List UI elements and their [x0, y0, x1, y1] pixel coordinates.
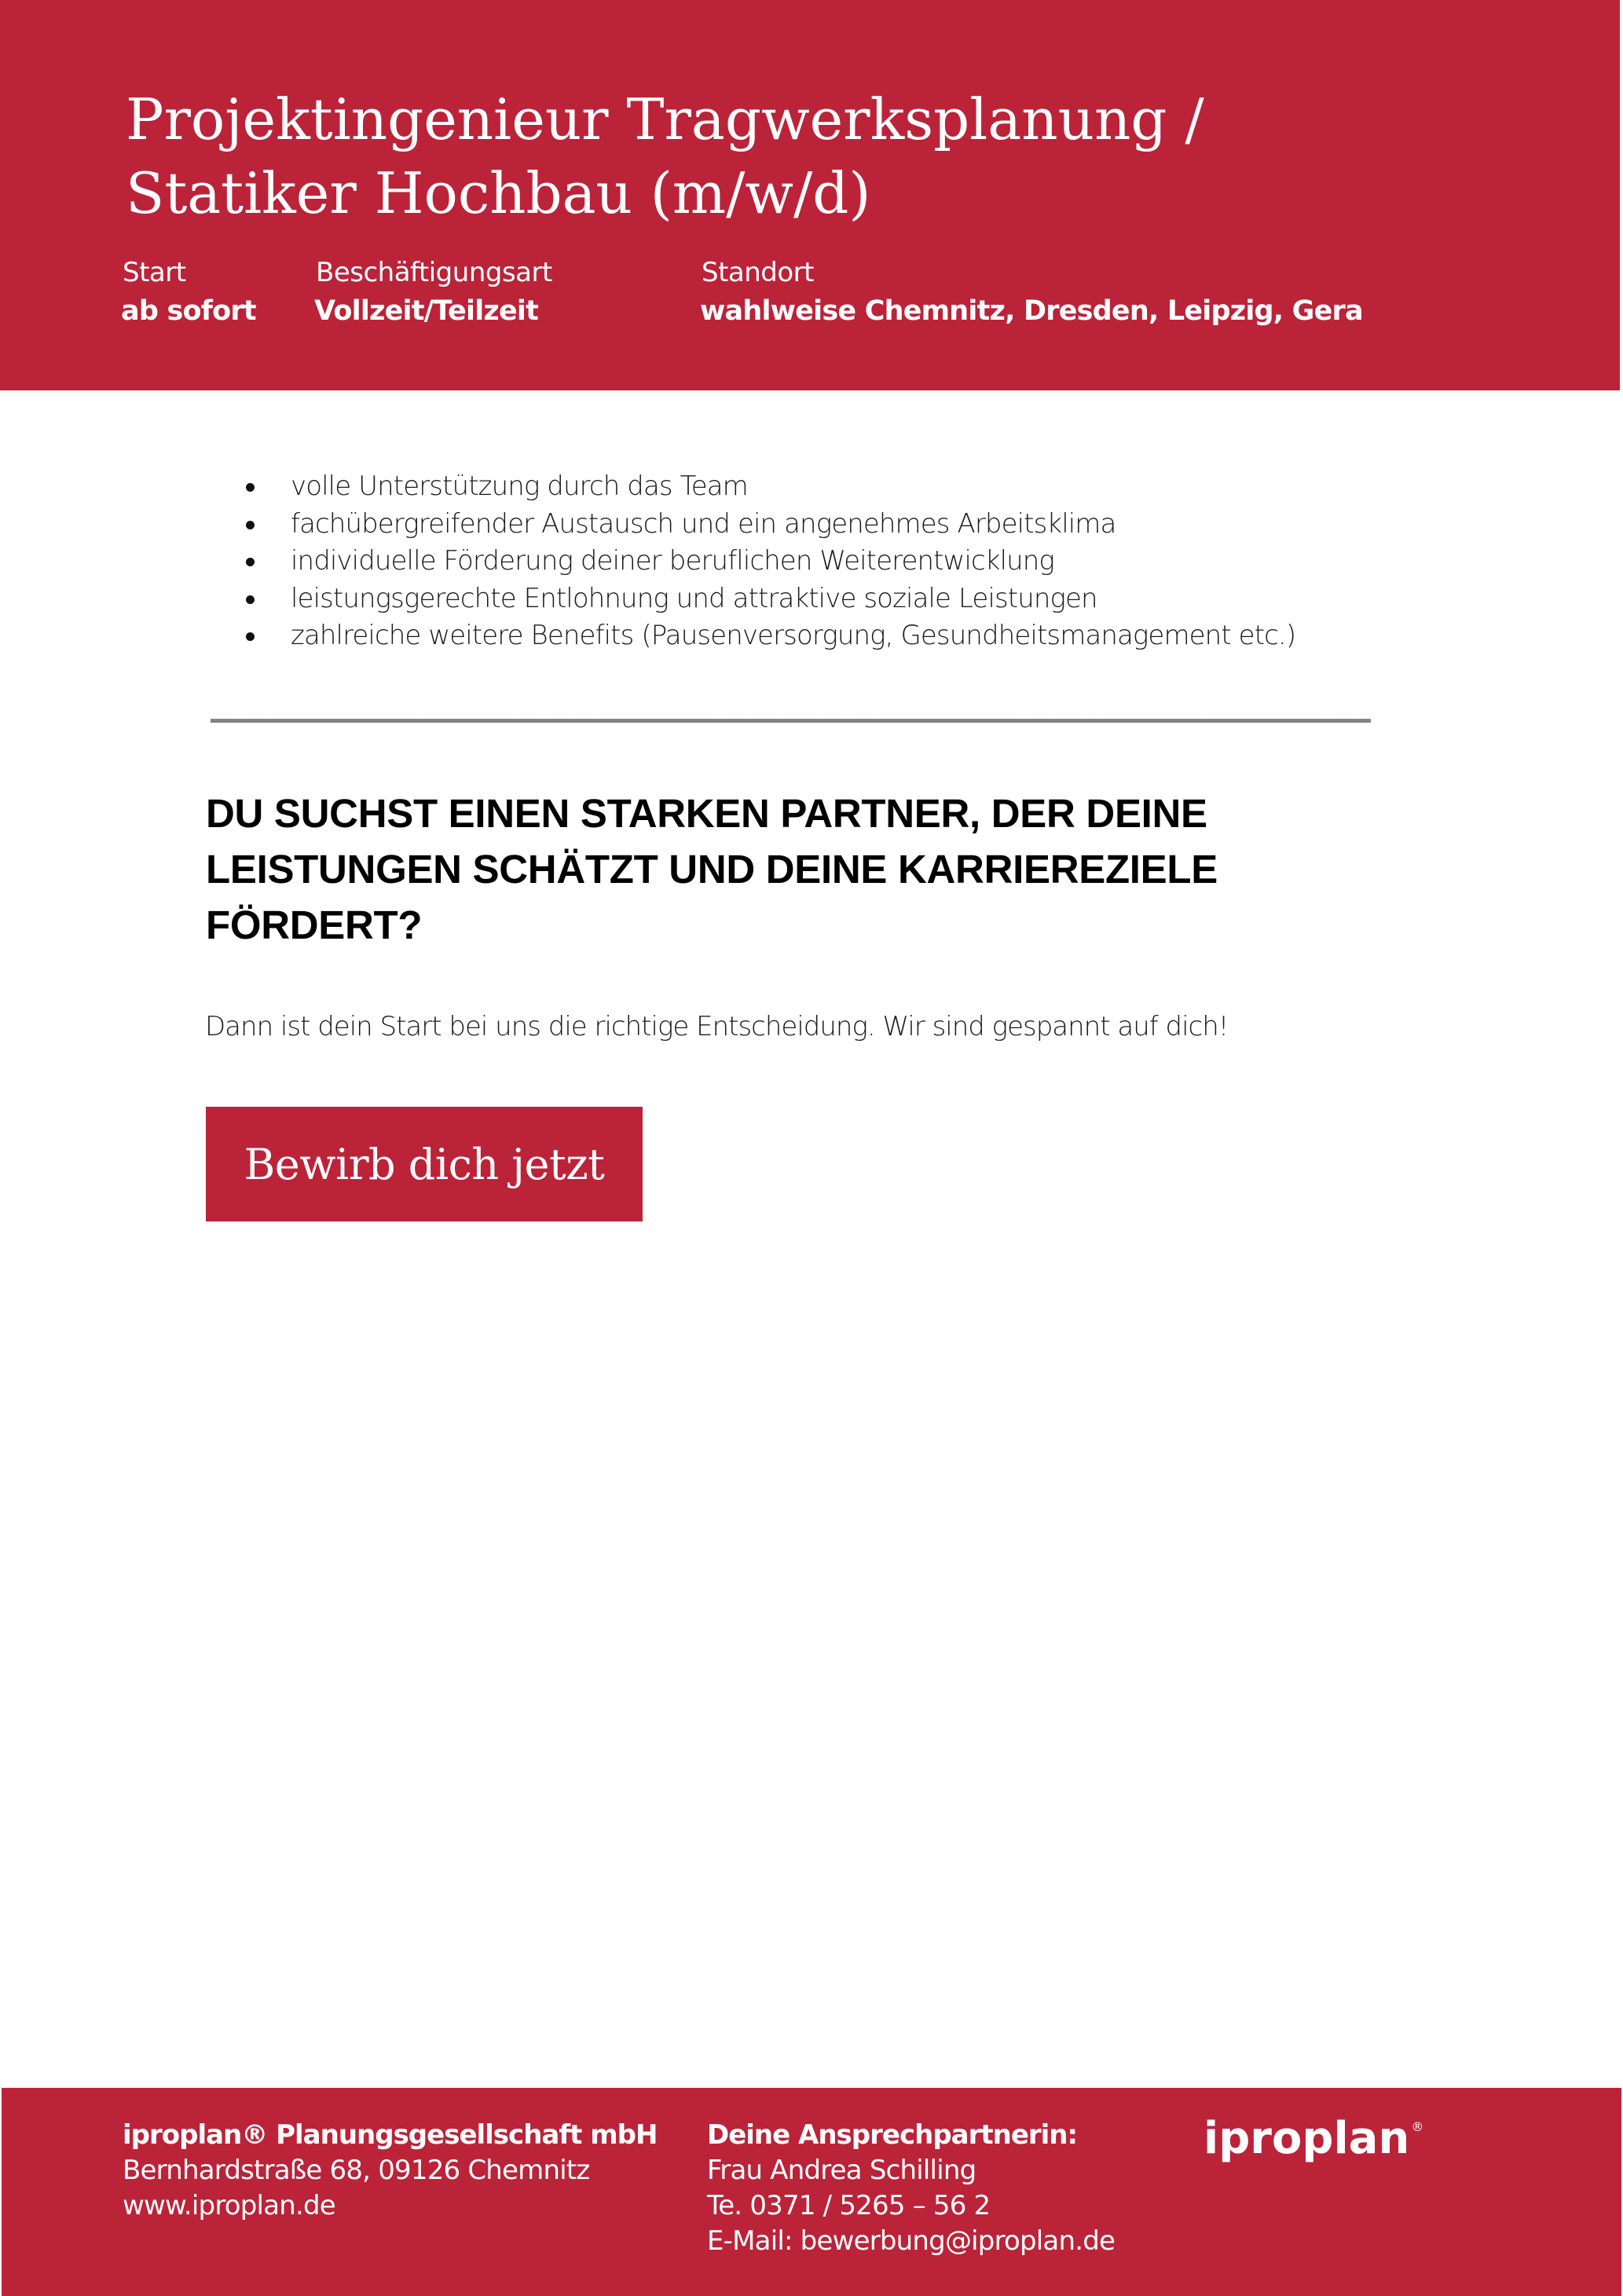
contact-heading: Deine Ansprechpartnerin:: [707, 2119, 1078, 2151]
benefit-text: leistungsgerechte Entlohnung und attraktive soziale Leistungen: [291, 582, 1097, 614]
logo-text: iproplan: [1204, 2113, 1410, 2164]
job-title: [126, 82, 1540, 230]
call-to-action-headline: [206, 785, 1384, 953]
benefit-item: [240, 543, 1295, 580]
location-value: wahlweise Chemnitz, Dresden, Leipzig, Gera: [700, 295, 1363, 327]
start-label: Start: [123, 257, 186, 288]
registered-mark-icon: ®: [1411, 2119, 1424, 2135]
benefits-list: [240, 468, 1295, 655]
bullet-icon: [246, 632, 255, 641]
company-website-link[interactable]: www.iproplan.de: [123, 2190, 335, 2221]
bullet-icon: [246, 595, 255, 604]
contact-person-info: [707, 2118, 1115, 2259]
location-label: Standort: [702, 257, 814, 288]
contact-phone[interactable]: Te. 0371 / 5265 – 56 2: [707, 2190, 991, 2221]
job-header: [0, 0, 1620, 390]
employment-type-value: Vollzeit/Teilzeit: [314, 295, 539, 327]
benefit-text: zahlreiche weitere Benefits (Pausenversorgung, Gesundheitsmanagement etc.): [291, 620, 1296, 651]
job-title-line1: Projektingenieur Tragwerksplanung /: [126, 86, 1204, 152]
company-address: Bernhardstraße 68, 09126 Chemnitz: [123, 2155, 590, 2186]
call-to-action-text: Dann ist dein Start bei uns die richtige Entscheidung. Wir sind gespannt auf dich!: [205, 1011, 1229, 1042]
iproplan-logo: [1204, 2113, 1423, 2164]
section-divider: [211, 719, 1371, 723]
bullet-icon: [246, 521, 255, 529]
benefit-text: fachübergreifender Austausch und ein angenehmes Arbeitsklima: [291, 507, 1116, 540]
company-info: [123, 2118, 657, 2224]
bullet-icon: [246, 483, 255, 492]
company-name: iproplan® Planungsgesellschaft mbH: [123, 2119, 658, 2151]
benefit-item: [240, 468, 1295, 506]
contact-footer: [2, 2088, 1621, 2296]
benefit-item: [240, 617, 1295, 655]
headline-line3: FÖRDERT?: [206, 903, 423, 947]
employment-type-label: Beschäftigungsart: [316, 257, 552, 288]
benefit-item: [240, 506, 1295, 544]
headline-line1: DU SUCHST EINEN STARKEN PARTNER, DER DEINE: [206, 791, 1207, 836]
apply-now-button[interactable]: Bewirb dich jetzt: [206, 1107, 643, 1221]
bullet-icon: [246, 558, 255, 566]
benefit-item: [240, 580, 1295, 618]
benefit-text: volle Unterstützung durch das Team: [291, 471, 748, 502]
contact-name: Frau Andrea Schilling: [707, 2155, 976, 2186]
start-value: ab sofort: [121, 295, 256, 327]
benefit-text: individuelle Förderung deiner beruflichen Weiterentwicklung: [291, 545, 1054, 577]
job-title-line2: Statiker Hochbau (m/w/d): [126, 160, 871, 226]
contact-email-link[interactable]: E-Mail: bewerbung@iproplan.de: [707, 2225, 1116, 2257]
headline-line2: LEISTUNGEN SCHÄTZT UND DEINE KARRIEREZIELE: [206, 847, 1218, 892]
